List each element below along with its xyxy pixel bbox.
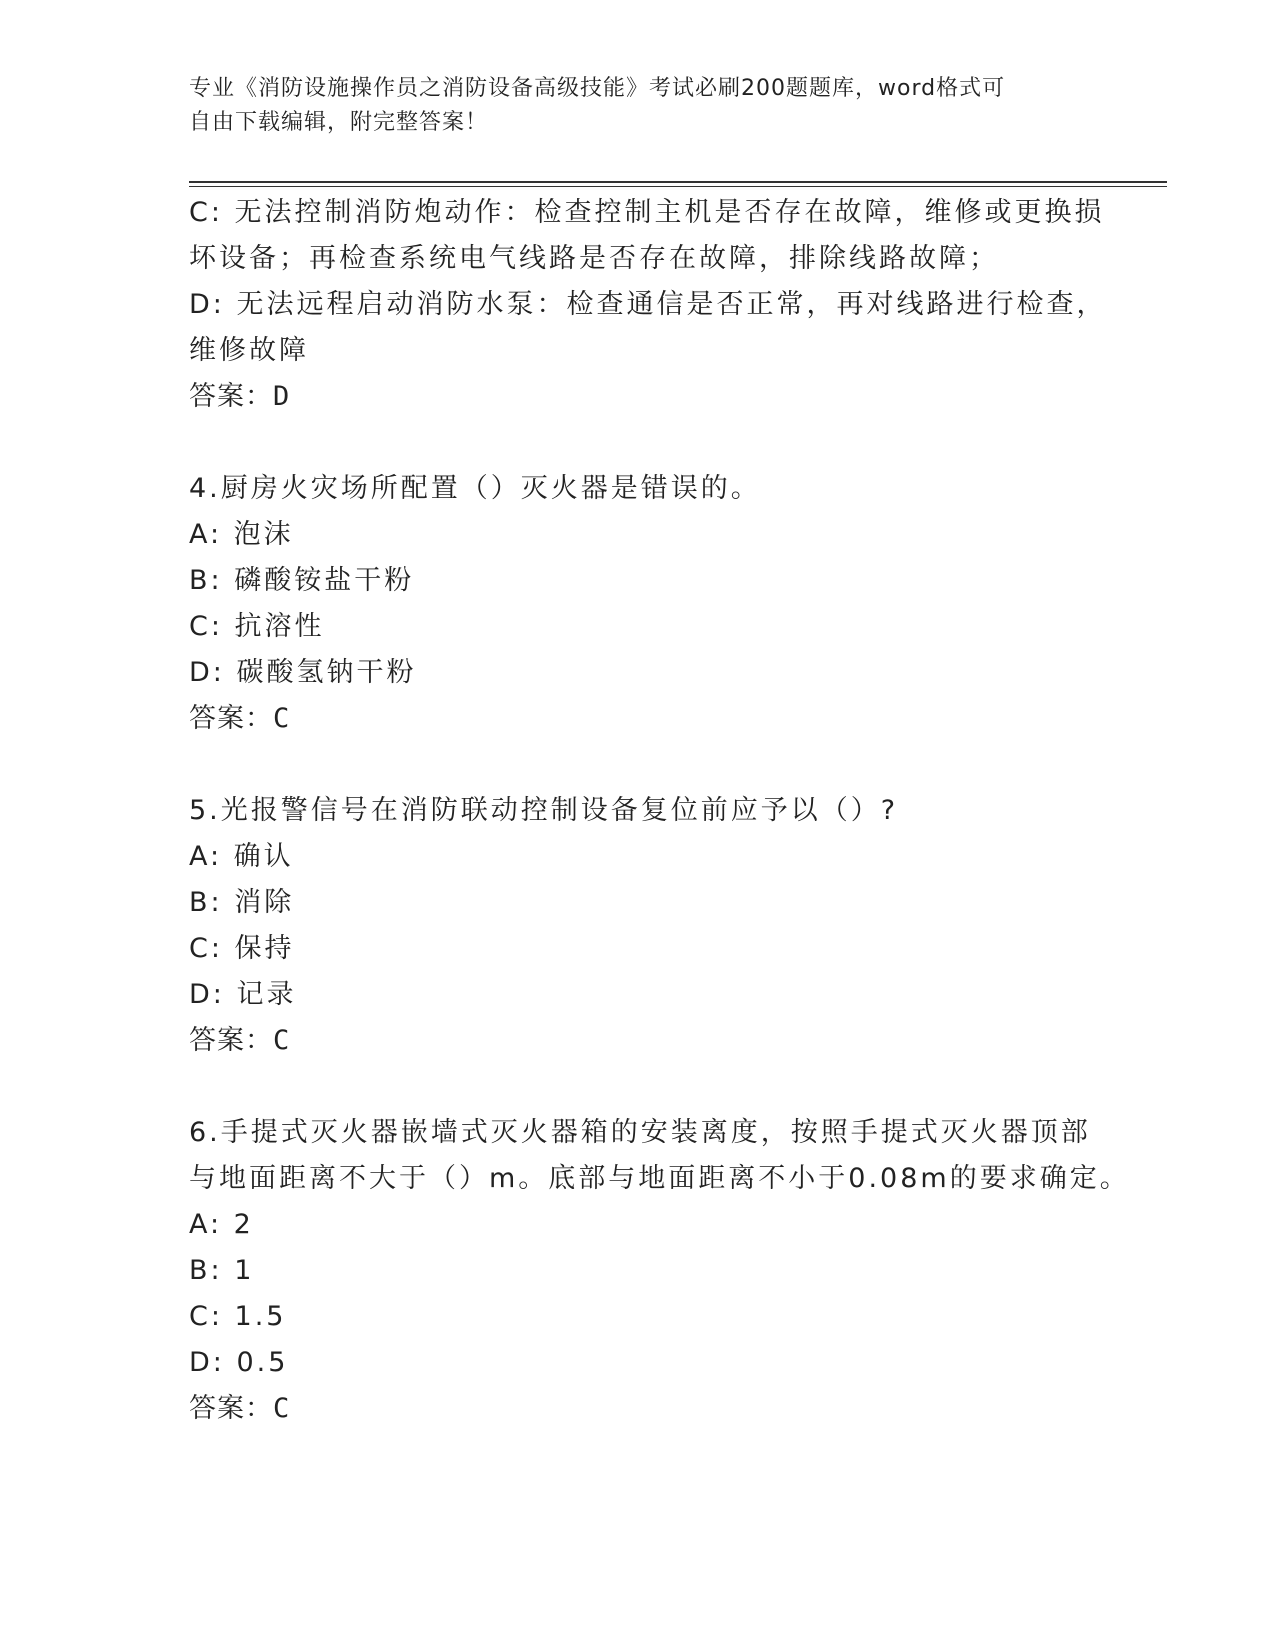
option-c: C: 1.5: [189, 1301, 287, 1332]
question-5: [189, 788, 1109, 1064]
header-line-2: 自由下载编辑，附完整答案！: [189, 110, 489, 135]
option-d: D: 0.5: [189, 1347, 289, 1378]
answer-label: 答案：: [189, 381, 273, 412]
answer-value: C: [273, 703, 291, 734]
question-stem: 5.光报警信号在消防联动控制设备复位前应予以（）?: [189, 795, 899, 826]
option-d-line-1: D: 无法远程启动消防水泵：检查通信是否正常，再对线路进行检查，: [189, 289, 1107, 320]
option-a: A: 2: [189, 1209, 254, 1240]
document-header: [189, 72, 1069, 140]
option-c-line-2: 坏设备；再检查系统电气线路是否存在故障，排除线路故障；: [189, 243, 999, 274]
option-c-line-1: C: 无法控制消防炮动作：检查控制主机是否存在故障，维修或更换损: [189, 197, 1105, 228]
question-6: [189, 1110, 1130, 1432]
question-stem-line-1: 6.手提式灭火器嵌墙式灭火器箱的安装离度，按照手提式灭火器顶部: [189, 1117, 1091, 1148]
option-b: B: 消除: [189, 887, 295, 918]
answer-value: C: [273, 1025, 291, 1056]
option-d: D: 记录: [189, 979, 297, 1010]
option-b: B: 1: [189, 1255, 255, 1286]
answer-value: C: [273, 1393, 291, 1424]
question-content: [189, 190, 1130, 1432]
header-divider: [189, 181, 1167, 187]
option-c: C: 抗溶性: [189, 611, 325, 642]
spacer: [189, 742, 1109, 788]
spacer: [189, 1064, 1109, 1110]
header-line-1: 专业《消防设施操作员之消防设备高级技能》考试必刷200题题库，word格式可: [189, 76, 1006, 101]
option-b: B: 磷酸铵盐干粉: [189, 565, 415, 596]
option-a: A: 泡沫: [189, 519, 294, 550]
answer-line: [189, 1386, 1109, 1432]
spacer: [189, 420, 1109, 466]
answer-value: D: [273, 381, 291, 412]
answer-label: 答案：: [189, 1393, 273, 1424]
answer-label: 答案：: [189, 1025, 273, 1056]
question-stem: 4.厨房火灾场所配置（）灭火器是错误的。: [189, 473, 761, 504]
option-d: D: 碳酸氢钠干粉: [189, 657, 417, 688]
question-4: [189, 466, 1109, 742]
answer-line: [189, 1018, 1109, 1064]
question-3-tail: [189, 190, 1109, 420]
answer-label: 答案：: [189, 703, 273, 734]
option-d-line-2: 维修故障: [189, 335, 309, 366]
option-c: C: 保持: [189, 933, 295, 964]
answer-line: [189, 374, 1109, 420]
question-stem-line-2: 与地面距离不大于（）m。底部与地面距离不小于0.08m的要求确定。: [189, 1163, 1130, 1194]
answer-line: [189, 696, 1109, 742]
option-a: A: 确认: [189, 841, 294, 872]
